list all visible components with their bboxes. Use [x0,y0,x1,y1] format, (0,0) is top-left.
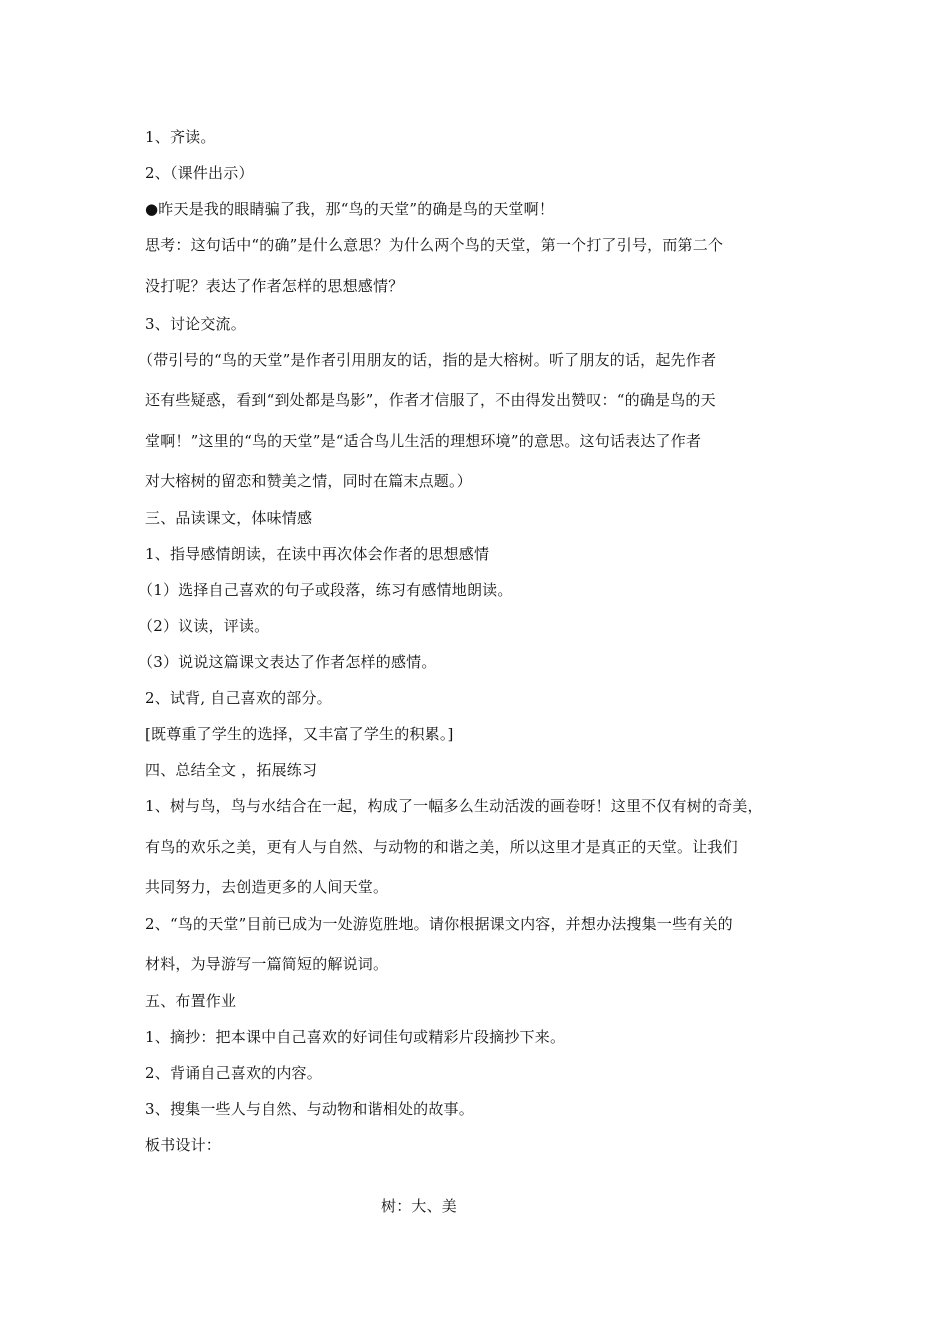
text-line: （3）说说这篇课文表达了作者怎样的感情。 [138,653,437,671]
text-line: 还有些疑惑，看到“到处都是鸟影”，作者才信服了，不由得发出赞叹：“的确是鸟的天 [145,391,716,409]
text-line: 3、搜集一些人与自然、与动物和谐相处的故事。 [145,1100,474,1118]
text-line: （2）议读，评读。 [138,617,270,635]
text-line: 对大榕树的留恋和赞美之情，同时在篇末点题。） [145,472,472,490]
text-line: 1、齐读。 [145,128,216,146]
text-line: 堂啊！”这里的“鸟的天堂”是“适合鸟儿生活的理想环境”的意思。这句话表达了作者 [145,432,702,450]
section-heading: 五、布置作业 [145,992,237,1010]
text-line: 1、摘抄：把本课中自己喜欢的好词佳句或精彩片段摘抄下来。 [145,1028,566,1046]
board-design-line: 树：大、美 [381,1197,458,1215]
text-line: 思考：这句话中“的确”是什么意思？为什么两个鸟的天堂，第一个打了引号，而第二个 [145,236,724,254]
text-line: 2、试背, 自己喜欢的部分。 [145,689,332,707]
text-line: 材料，为导游写一篇简短的解说词。 [145,955,389,973]
text-line: 2、“鸟的天堂”目前已成为一处游览胜地。请你根据课文内容，并想办法搜集一些有关的 [145,915,733,933]
text-line: 有鸟的欢乐之美，更有人与自然、与动物的和谐之美，所以这里才是真正的天堂。让我们 [145,838,738,856]
text-line: [既尊重了学生的选择，又丰富了学生的积累。] [145,725,454,743]
text-line: 3、讨论交流。 [145,315,246,333]
text-line: 没打呢？表达了作者怎样的思想感情？ [145,277,404,295]
text-line: （带引号的“鸟的天堂”是作者引用朋友的话，指的是大榕树。听了朋友的话，起先作者 [138,351,717,369]
text-line: 1、指导感情朗读，在读中再次体会作者的思想感情 [145,545,490,563]
text-line: 2、（课件出示） [145,164,254,182]
text-line: 1、树与鸟，鸟与水结合在一起，构成了一幅多么生动活泼的画卷呀！这里不仅有树的奇美， [145,797,763,815]
text-line: 共同努力，去创造更多的人间天堂。 [145,878,389,896]
text-line: 板书设计： [145,1136,222,1154]
section-heading: 四、总结全文 ，拓展练习 [145,761,318,779]
text-line: 2、背诵自己喜欢的内容。 [145,1064,322,1082]
text-line: ●昨天是我的眼睛骗了我，那“鸟的天堂”的确是鸟的天堂啊！ [145,200,555,218]
section-heading: 三、品读课文，体味情感 [145,509,313,527]
text-line: （1）选择自己喜欢的句子或段落，练习有感情地朗读。 [138,581,513,599]
